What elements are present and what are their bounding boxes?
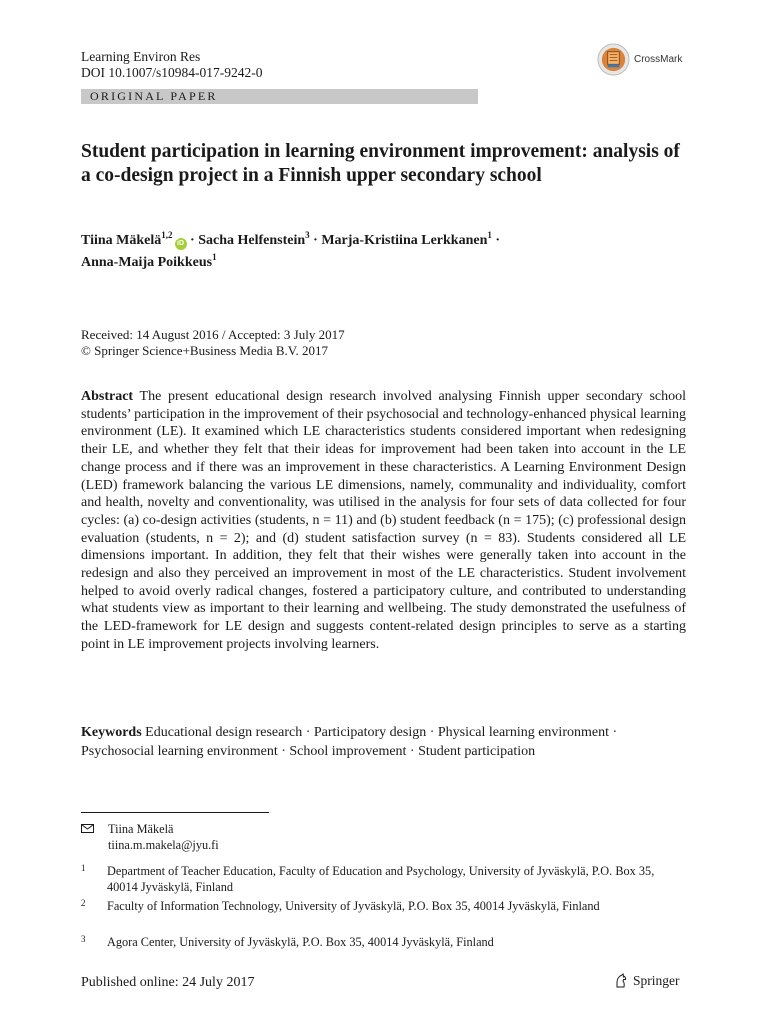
corresponding-author-email[interactable]: tiina.m.makela@jyu.fi bbox=[108, 838, 219, 852]
affiliation-text: Agora Center, University of Jyväskylä, P.O. Box 35, 40014 Jyväskylä, Finland bbox=[107, 935, 494, 949]
corresponding-author-name: Tiina Mäkelä bbox=[108, 822, 174, 836]
published-online-date: Published online: 24 July 2017 bbox=[81, 975, 255, 990]
abstract bbox=[81, 388, 686, 654]
author-name: Marja-Kristiina Lerkkanen bbox=[321, 233, 488, 248]
footnote-divider bbox=[81, 812, 269, 813]
crossmark-label: CrossMark bbox=[634, 53, 683, 65]
affiliation-text: Faculty of Information Technology, University of Jyväskylä, P.O. Box 35, 40014 Jyväskylä, Finland bbox=[107, 899, 600, 913]
author-affil-sup: 1,2 bbox=[161, 230, 173, 240]
received-accepted-dates: Received: 14 August 2016 / Accepted: 3 July 2017 bbox=[81, 327, 345, 342]
affiliation-text: Department of Teacher Education, Faculty of Education and Psychology, University of Jyväskylä, P.O. Box 35, 40014 Jyväskylä, Finland bbox=[107, 864, 655, 894]
orcid-icon[interactable]: iD bbox=[175, 238, 187, 250]
copyright-line: © Springer Science+Business Media B.V. 2017 bbox=[81, 343, 328, 358]
author-name: Anna-Maija Poikkeus bbox=[81, 255, 213, 270]
affiliation-number: 1 bbox=[81, 863, 86, 873]
affiliation-number: 3 bbox=[81, 934, 86, 944]
author-name: Sacha Helfenstein bbox=[198, 233, 306, 248]
envelope-icon bbox=[81, 824, 94, 833]
affiliation-number: 2 bbox=[81, 898, 86, 908]
keywords-label: Keywords bbox=[81, 725, 142, 740]
crossmark-icon bbox=[597, 43, 630, 76]
abstract-label: Abstract bbox=[81, 389, 134, 404]
author-affil-sup: 1 bbox=[487, 230, 492, 240]
paper-type-label: ORIGINAL PAPER bbox=[90, 89, 218, 103]
springer-horse-icon bbox=[613, 973, 629, 989]
author-list: Tiina Mäkelä$^{1,2}$iD · Sacha Helfenstein$^3$ · Marja-Kristiina Lerkkanen$^1$ · Anna-Maija Poikkeus$^1$ bbox=[81, 230, 501, 270]
abstract-text: The present educational design research involved analysing Finnish upper secondary school students’ participation in the improvement of their psychosocial and technology-enhanced physical learning environment (LE). It examined which LE characteristics students considered important when redesigning their LE, and whether they felt that their ideas for improvement had been taken into account in the LE change process and if there was an improvement in these characteristics. A Learning Environment Design (LED) framework balancing the various LE dimensions, namely, communality and individuality, comfort and health, novelty and conventionality, was utilised in the analysis for four sets of data collected for four cycles: (a) co-design activities (students, n = 11) and (b) student feedback (n = 175); (c) professional design evaluation (students, n = 2); and (d) student satisfaction survey (n = 83). Students considered all LE dimensions important. In addition, they felt that their wishes were generally taken into account in the redesign and also they perceived an improvement in most of the LE characteristics. Student involvement helped to avoid overly radical changes, fostered a participatory culture, and contributed to understanding what students view as important to their learning and wellbeing. The study demonstrated the usefulness of the LED-framework for LE design and suggests content-related design principles to serve as a starting point in LE improvement projects involving learners. bbox=[81, 389, 686, 652]
keywords bbox=[81, 724, 681, 761]
author-name: Tiina Mäkelä bbox=[81, 233, 162, 248]
crossmark-badge[interactable] bbox=[597, 42, 691, 76]
springer-logo bbox=[613, 973, 680, 989]
author-affil-sup: 1 bbox=[212, 252, 217, 262]
paper-title: Student participation in learning environment improvement: analysis of a co-design project in a Finnish upper secondary school bbox=[81, 141, 680, 186]
paper-type-bar bbox=[81, 89, 478, 104]
keywords-text: Educational design research · Participatory design · Physical learning environment · Psychosocial learning environment · School improvement · Student participation bbox=[81, 725, 618, 759]
author-affil-sup: 3 bbox=[305, 230, 310, 240]
publisher-name: Springer bbox=[633, 973, 680, 988]
doi[interactable]: DOI 10.1007/s10984-017-9242-0 bbox=[81, 65, 263, 80]
journal-name: Learning Environ Res bbox=[81, 49, 201, 64]
